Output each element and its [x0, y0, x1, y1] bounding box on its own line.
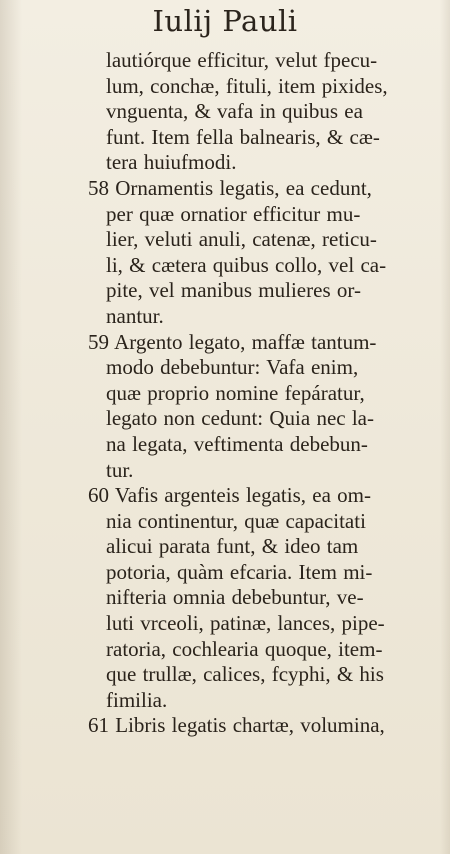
text-line: modo debebuntur: Vafa enim, [106, 355, 359, 380]
text-line: nia continentur, quæ capacitati [106, 508, 366, 533]
text-line: quæ proprio nomine fepáratur, [106, 380, 365, 405]
text-line: nifteria omnia debebuntur, ve- [106, 585, 364, 610]
text-line: lier, veluti anuli, catenæ, reticu- [106, 227, 377, 252]
paragraph-59-first-line: 59 Argento legato, maffæ tantum- [88, 329, 377, 354]
text-line: alicui parata funt, & ideo tam [106, 534, 359, 559]
text-line: li, & cætera quibus collo, vel ca- [106, 252, 387, 277]
page-gutter-shadow [0, 0, 22, 854]
text-line: legato non cedunt: Quia nec la- [106, 406, 374, 431]
text-line: fimilia. [106, 687, 168, 712]
text-line: lum, conchæ, fituli, item pixides, [106, 73, 388, 98]
text-line: nantur. [106, 303, 164, 328]
text-line: luti vrceoli, patinæ, lances, pipe- [106, 611, 385, 636]
paragraph-58-first-line: 58 Ornamentis legatis, ea cedunt, [88, 175, 372, 200]
text-line: tur. [106, 457, 134, 482]
text-line: potoria, quàm efcaria. Item mi- [106, 559, 373, 584]
text-line: que trullæ, calices, fcyphi, & his [106, 662, 384, 687]
paragraph-60-first-line: 60 Vafis argenteis legatis, ea om- [88, 483, 371, 508]
text-line: tera huiufmodi. [106, 150, 237, 175]
running-head: Iulij Pauli [152, 4, 298, 38]
body-text [88, 48, 428, 739]
page-edge-shadow [440, 0, 450, 854]
paragraph-61-first-line: 61 Libris legatis chartæ, volumina, [88, 713, 385, 738]
text-line: pite, vel manibus mulieres or- [106, 278, 361, 303]
text-line: na legata, veftimenta debebun- [106, 431, 368, 456]
text-line: funt. Item fella balnearis, & cæ- [106, 124, 380, 149]
text-line: vnguenta, & vafa in quibus ea [106, 99, 363, 124]
text-line: ratoria, cochlearia quoque, item- [106, 636, 383, 661]
text-line: per quæ ornatior efficitur mu- [106, 201, 361, 226]
text-line: lautiórque efficitur, velut fpecu- [106, 48, 378, 72]
